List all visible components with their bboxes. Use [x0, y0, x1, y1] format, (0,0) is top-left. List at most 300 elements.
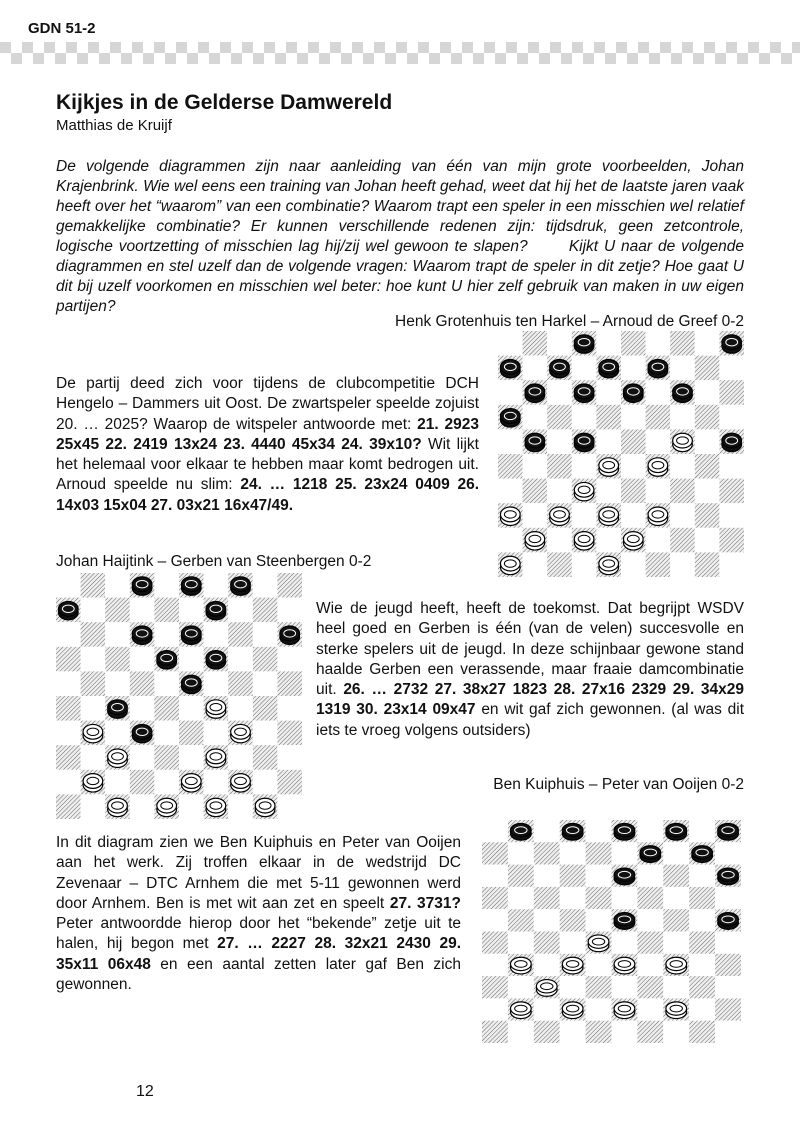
black-piece	[280, 626, 300, 644]
dark-square	[586, 1021, 612, 1043]
dark-square	[695, 356, 720, 381]
dark-square	[547, 552, 572, 577]
dark-square	[646, 552, 671, 577]
black-piece	[722, 335, 742, 353]
light-square	[586, 998, 612, 1020]
black-piece	[718, 913, 739, 930]
light-square	[179, 647, 204, 672]
light-square	[560, 932, 586, 954]
light-square	[523, 356, 548, 381]
light-square	[130, 598, 155, 623]
light-square	[695, 429, 720, 454]
light-square	[81, 794, 106, 819]
light-square	[253, 721, 278, 746]
light-square	[154, 721, 179, 746]
light-square	[715, 932, 741, 954]
white-piece	[614, 1002, 635, 1019]
white-piece	[108, 798, 128, 816]
light-square	[204, 770, 229, 795]
dark-square	[130, 770, 155, 795]
light-square	[586, 954, 612, 976]
dark-square	[277, 721, 302, 746]
light-square	[81, 745, 106, 770]
white-piece	[83, 774, 103, 792]
dark-square	[621, 331, 646, 356]
black-piece	[718, 823, 739, 840]
black-piece	[562, 823, 583, 840]
game3-players: Ben Kuiphuis – Peter van Ooijen 0-2	[493, 776, 744, 793]
black-piece	[157, 651, 177, 669]
black-piece	[206, 651, 226, 669]
light-square	[715, 842, 741, 864]
white-piece	[206, 798, 226, 816]
light-square	[715, 1021, 741, 1043]
light-square	[179, 794, 204, 819]
light-square	[689, 954, 715, 976]
light-square	[105, 573, 130, 598]
game3-text-b: Peter antwoordde hierop door het “bekende” zetje uit te halen, hij begon met	[56, 915, 461, 953]
light-square	[719, 356, 744, 381]
dark-square	[715, 998, 741, 1020]
black-piece	[500, 409, 520, 427]
white-piece	[648, 458, 668, 476]
dark-square	[715, 954, 741, 976]
light-square	[130, 745, 155, 770]
game2-board	[56, 573, 302, 819]
dark-square	[277, 770, 302, 795]
light-square	[572, 405, 597, 430]
light-square	[670, 552, 695, 577]
white-piece	[255, 798, 275, 816]
black-piece	[181, 626, 201, 644]
white-piece	[562, 1002, 583, 1019]
light-square	[621, 356, 646, 381]
light-square	[154, 573, 179, 598]
game2-text-b: en wit gaf zich gewonnen. (al was dit iets te vroeg volgens outsiders)	[316, 701, 745, 739]
light-square	[130, 647, 155, 672]
light-square	[508, 887, 534, 909]
checkered-banner	[0, 42, 800, 64]
light-square	[482, 954, 508, 976]
black-piece	[623, 384, 643, 402]
white-piece	[550, 507, 570, 525]
dark-square	[81, 573, 106, 598]
white-piece	[574, 482, 594, 500]
game2-players: Johan Haijtink – Gerben van Steenbergen 0-2	[56, 553, 372, 570]
light-square	[715, 887, 741, 909]
dark-square	[689, 887, 715, 909]
black-piece	[640, 846, 661, 863]
light-square	[130, 696, 155, 721]
light-square	[663, 842, 689, 864]
game1-board	[498, 331, 744, 577]
dark-square	[670, 479, 695, 504]
dark-square	[637, 976, 663, 998]
dark-square	[56, 794, 81, 819]
light-square	[646, 528, 671, 553]
light-square	[719, 503, 744, 528]
dark-square	[105, 598, 130, 623]
light-square	[179, 696, 204, 721]
light-square	[498, 429, 523, 454]
light-square	[105, 671, 130, 696]
light-square	[560, 976, 586, 998]
light-square	[56, 770, 81, 795]
light-square	[596, 429, 621, 454]
light-square	[689, 909, 715, 931]
dark-square	[253, 647, 278, 672]
white-piece	[206, 700, 226, 718]
light-square	[277, 696, 302, 721]
dark-square	[534, 932, 560, 954]
white-piece	[536, 980, 557, 997]
light-square	[547, 331, 572, 356]
light-square	[534, 865, 560, 887]
game2-text	[316, 599, 744, 741]
dark-square	[534, 1021, 560, 1043]
black-piece	[231, 577, 251, 595]
light-square	[534, 820, 560, 842]
dark-square	[482, 887, 508, 909]
light-square	[482, 998, 508, 1020]
dark-square	[695, 552, 720, 577]
dark-square	[523, 331, 548, 356]
light-square	[646, 479, 671, 504]
black-piece	[132, 577, 152, 595]
light-square	[498, 479, 523, 504]
black-piece	[614, 823, 635, 840]
black-piece	[58, 601, 78, 619]
dark-square	[105, 647, 130, 672]
light-square	[612, 842, 638, 864]
white-piece	[614, 957, 635, 974]
game1-text	[56, 374, 479, 516]
light-square	[228, 598, 253, 623]
page-number: 12	[136, 1083, 154, 1100]
dark-square	[56, 745, 81, 770]
light-square	[523, 552, 548, 577]
light-square	[637, 954, 663, 976]
game2-text-a: Wie de jeugd heeft, heeft de toekomst. Dat begrijpt WSDV heel goed en Gerben is één (van de velen) succesvolle en sterke spelers uit de jeugd. In deze schijnbaar gewone stand haalde Gerben een verassende, maar fraaie damcombinatie uit.	[316, 600, 744, 699]
light-square	[637, 820, 663, 842]
light-square	[277, 794, 302, 819]
light-square	[612, 976, 638, 998]
black-piece	[614, 868, 635, 885]
dark-square	[56, 696, 81, 721]
dark-square	[547, 454, 572, 479]
dark-square	[523, 479, 548, 504]
dark-square	[277, 573, 302, 598]
light-square	[508, 976, 534, 998]
dark-square	[253, 696, 278, 721]
dark-square	[482, 842, 508, 864]
light-square	[663, 976, 689, 998]
white-piece	[666, 1002, 687, 1019]
dark-square	[637, 932, 663, 954]
light-square	[253, 573, 278, 598]
light-square	[154, 770, 179, 795]
white-piece	[599, 458, 619, 476]
light-square	[596, 380, 621, 405]
white-piece	[157, 798, 177, 816]
dark-square	[498, 454, 523, 479]
black-piece	[132, 626, 152, 644]
light-square	[646, 331, 671, 356]
light-square	[179, 598, 204, 623]
dark-square	[695, 454, 720, 479]
dark-square	[719, 380, 744, 405]
game3-text	[56, 833, 461, 995]
dark-square	[154, 696, 179, 721]
light-square	[689, 998, 715, 1020]
light-square	[277, 647, 302, 672]
dark-square	[154, 745, 179, 770]
white-piece	[599, 507, 619, 525]
light-square	[596, 331, 621, 356]
light-square	[547, 429, 572, 454]
light-square	[228, 647, 253, 672]
game1-moves-b: 24. … 1218 25. 23x24 0409 26. 14x03 15x04 27. 03x21 16x47/49.	[56, 476, 479, 514]
light-square	[523, 454, 548, 479]
light-square	[534, 998, 560, 1020]
white-piece	[623, 532, 643, 550]
light-square	[695, 331, 720, 356]
light-square	[621, 405, 646, 430]
light-square	[663, 887, 689, 909]
dark-square	[689, 1021, 715, 1043]
light-square	[670, 405, 695, 430]
light-square	[56, 622, 81, 647]
light-square	[670, 356, 695, 381]
light-square	[56, 721, 81, 746]
black-piece	[181, 577, 201, 595]
light-square	[560, 1021, 586, 1043]
black-piece	[718, 868, 739, 885]
black-piece	[108, 700, 128, 718]
light-square	[498, 331, 523, 356]
dark-square	[482, 932, 508, 954]
game1-text-b: Wit lijkt het helemaal voor elkaar te hebben maar komt bedrogen uit. Arnoud speelde nu slim:	[56, 435, 479, 494]
dark-square	[637, 1021, 663, 1043]
black-piece	[510, 823, 531, 840]
black-piece	[574, 335, 594, 353]
light-square	[154, 622, 179, 647]
dark-square	[646, 405, 671, 430]
dark-square	[560, 909, 586, 931]
light-square	[695, 380, 720, 405]
light-square	[572, 503, 597, 528]
light-square	[498, 380, 523, 405]
black-piece	[525, 384, 545, 402]
light-square	[228, 696, 253, 721]
black-piece	[132, 724, 152, 742]
light-square	[621, 503, 646, 528]
light-square	[277, 598, 302, 623]
white-piece	[500, 507, 520, 525]
dark-square	[179, 721, 204, 746]
black-piece	[181, 675, 201, 693]
light-square	[253, 770, 278, 795]
dark-square	[719, 479, 744, 504]
light-square	[612, 887, 638, 909]
light-square	[646, 429, 671, 454]
dark-square	[586, 842, 612, 864]
light-square	[523, 405, 548, 430]
light-square	[695, 528, 720, 553]
white-piece	[510, 957, 531, 974]
light-square	[670, 503, 695, 528]
light-square	[586, 909, 612, 931]
dark-square	[621, 479, 646, 504]
dark-square	[482, 1021, 508, 1043]
light-square	[498, 528, 523, 553]
game1-players: Henk Grotenhuis ten Harkel – Arnoud de Greef 0-2	[395, 313, 744, 330]
dark-square	[637, 887, 663, 909]
black-piece	[574, 433, 594, 451]
dark-square	[534, 887, 560, 909]
dark-square	[56, 647, 81, 672]
white-piece	[181, 774, 201, 792]
light-square	[105, 770, 130, 795]
dark-square	[130, 671, 155, 696]
white-piece	[500, 556, 520, 574]
dark-square	[586, 976, 612, 998]
light-square	[81, 696, 106, 721]
light-square	[204, 622, 229, 647]
light-square	[154, 671, 179, 696]
dark-square	[253, 745, 278, 770]
white-piece	[510, 1002, 531, 1019]
dark-square	[670, 528, 695, 553]
light-square	[663, 932, 689, 954]
light-square	[482, 865, 508, 887]
dark-square	[228, 622, 253, 647]
white-piece	[588, 935, 609, 952]
light-square	[596, 528, 621, 553]
light-square	[612, 932, 638, 954]
dark-square	[154, 598, 179, 623]
light-square	[547, 479, 572, 504]
dark-square	[596, 405, 621, 430]
article-author: Matthias de Kruijf	[56, 117, 172, 134]
light-square	[689, 820, 715, 842]
article-title: Kijkjes in de Gelderse Damwereld	[56, 91, 393, 114]
black-piece	[673, 384, 693, 402]
black-piece	[206, 601, 226, 619]
light-square	[81, 647, 106, 672]
light-square	[534, 909, 560, 931]
light-square	[508, 932, 534, 954]
dark-square	[277, 671, 302, 696]
light-square	[695, 479, 720, 504]
dark-square	[695, 405, 720, 430]
black-piece	[500, 359, 520, 377]
dark-square	[228, 671, 253, 696]
light-square	[204, 573, 229, 598]
white-piece	[673, 433, 693, 451]
dark-square	[547, 405, 572, 430]
dark-square	[695, 503, 720, 528]
light-square	[482, 909, 508, 931]
light-square	[572, 356, 597, 381]
white-piece	[108, 749, 128, 767]
black-piece	[722, 433, 742, 451]
game2-moves-a: 26. … 2732 27. 38x27 1823 28. 27x16 2329 29. 34x29 1319 30. 23x14 09x47	[316, 681, 744, 719]
light-square	[572, 454, 597, 479]
white-piece	[231, 724, 251, 742]
dark-square	[586, 887, 612, 909]
white-piece	[574, 532, 594, 550]
white-piece	[562, 957, 583, 974]
dark-square	[689, 976, 715, 998]
light-square	[646, 380, 671, 405]
black-piece	[574, 384, 594, 402]
light-square	[228, 794, 253, 819]
game3-moves-a: 27. 3731?	[389, 894, 461, 912]
black-piece	[648, 359, 668, 377]
game3-text-a: In dit diagram zien we Ben Kuiphuis en Peter van Ooijen aan het werk. Zij troffen elkaar in de wedstrijd DC Zevenaar – DTC Arnhem die met 5-11 gewonnen werd door Arnhem. Ben is met wit aan zet en speelt	[56, 834, 461, 912]
article-intro: De volgende diagrammen zijn naar aanleiding van één van mijn grote voorbeelden, Johan Krajenbrink. Wie wel eens een training van Johan heeft gehad, weet dat hij het de laatste jaren vaak heeft over het “waarom” van een combinatie? Waarom trapt een speler in een misschien wel relatief gemakkelijke combinatie? Er kunnen verschillende redenen zijn: tijdsdruk, geen zetcontrole, logische voortzetting of misschien lag hij/zij wel gewoon te slapen? Kijkt U naar de volgende diagrammen en stel uzelf dan de volgende vragen: Waarom trapt de speler in dit zetje? Hoe gaat U dit bij uzelf voorkomen en misschien wel beter: hoe kunt U hier zelf gebruik van maken in uw eigen partijen?	[56, 158, 744, 315]
black-piece	[614, 913, 635, 930]
light-square	[719, 552, 744, 577]
light-square	[637, 998, 663, 1020]
dark-square	[689, 932, 715, 954]
black-piece	[550, 359, 570, 377]
white-piece	[648, 507, 668, 525]
light-square	[179, 745, 204, 770]
light-square	[482, 820, 508, 842]
dark-square	[670, 331, 695, 356]
light-square	[56, 671, 81, 696]
light-square	[253, 622, 278, 647]
dark-square	[81, 671, 106, 696]
light-square	[689, 865, 715, 887]
black-piece	[692, 846, 713, 863]
light-square	[719, 405, 744, 430]
light-square	[204, 721, 229, 746]
light-square	[663, 1021, 689, 1043]
light-square	[547, 380, 572, 405]
black-piece	[525, 433, 545, 451]
game1-text-a: De partij deed zich voor tijdens de clubcompetitie DCH Hengelo – Dammers uit Oost. De zwartspeler speelde zojuist 20. … 2025? Waarop de witspeler antwoorde met:	[56, 375, 479, 433]
light-square	[253, 671, 278, 696]
light-square	[56, 573, 81, 598]
dark-square	[253, 598, 278, 623]
white-piece	[231, 774, 251, 792]
game1-moves-a: 21. 2923 25x45 22. 2419 13x24 23. 4440 45x34 24. 39x10?	[56, 415, 479, 453]
light-square	[637, 865, 663, 887]
light-square	[586, 820, 612, 842]
dark-square	[663, 865, 689, 887]
black-piece	[599, 359, 619, 377]
dark-square	[560, 865, 586, 887]
light-square	[715, 976, 741, 998]
issue-label: GDN 51-2	[28, 20, 96, 37]
white-piece	[83, 724, 103, 742]
light-square	[204, 671, 229, 696]
game3-moves-b: 27. … 2227 28. 32x21 2430 29. 35x11 06x48	[56, 935, 461, 973]
light-square	[81, 598, 106, 623]
light-square	[277, 745, 302, 770]
dark-square	[621, 429, 646, 454]
white-piece	[666, 957, 687, 974]
light-square	[612, 1021, 638, 1043]
light-square	[596, 479, 621, 504]
light-square	[572, 552, 597, 577]
dark-square	[508, 909, 534, 931]
dark-square	[482, 976, 508, 998]
white-piece	[599, 556, 619, 574]
